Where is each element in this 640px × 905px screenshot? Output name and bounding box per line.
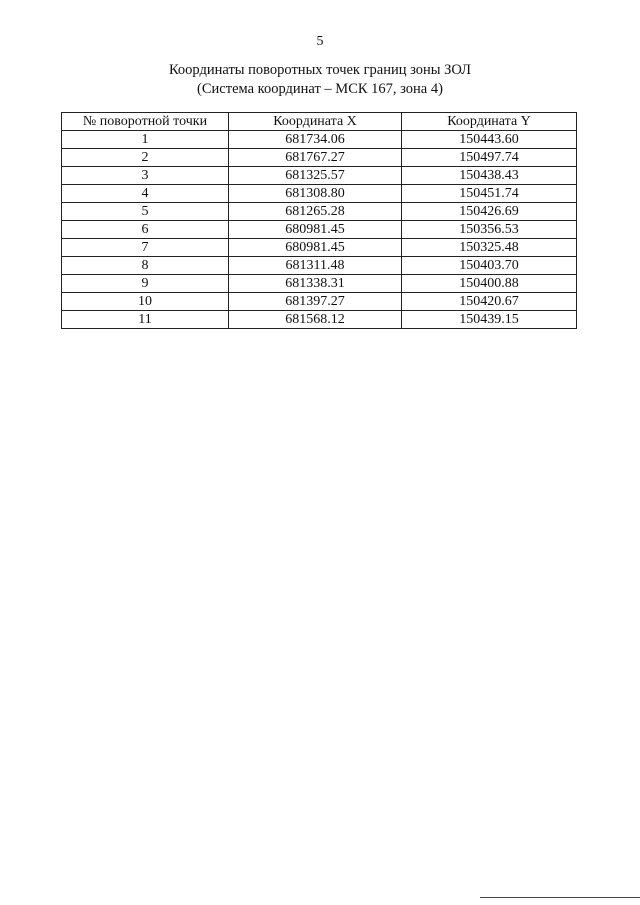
coordinate-x-cell: 681338.31 — [229, 275, 402, 293]
coordinate-x-cell: 680981.45 — [229, 239, 402, 257]
coordinate-x-cell: 681568.12 — [229, 311, 402, 329]
table-row — [62, 167, 577, 185]
table-row — [62, 131, 577, 149]
coordinate-y-cell: 150438.43 — [402, 167, 577, 185]
coordinate-y-cell: 150443.60 — [402, 131, 577, 149]
coordinate-y-cell: 150400.88 — [402, 275, 577, 293]
coordinates-table — [61, 112, 577, 329]
coordinate-x-cell: 681308.80 — [229, 185, 402, 203]
coordinate-y-cell: 150356.53 — [402, 221, 577, 239]
coordinate-x-cell: 681325.57 — [229, 167, 402, 185]
coordinate-x-cell: 681734.06 — [229, 131, 402, 149]
title-line-1: Координаты поворотных точек границ зоны ЗОЛ — [168, 62, 472, 78]
coordinate-x-cell: 680981.45 — [229, 221, 402, 239]
point-number-cell: 3 — [62, 167, 229, 185]
coordinate-y-cell: 150439.15 — [402, 311, 577, 329]
table-row — [62, 311, 577, 329]
point-number-cell: 5 — [62, 203, 229, 221]
point-number-cell: 11 — [62, 311, 229, 329]
point-number-cell: 6 — [62, 221, 229, 239]
table-row — [62, 239, 577, 257]
coordinate-y-cell: 150451.74 — [402, 185, 577, 203]
point-number-cell: 7 — [62, 239, 229, 257]
point-number-cell: 8 — [62, 257, 229, 275]
table-row — [62, 221, 577, 239]
table-row — [62, 275, 577, 293]
footer-divider-line — [480, 897, 640, 898]
point-number-cell: 4 — [62, 185, 229, 203]
header-coordinate-y: Координата Y — [402, 113, 577, 131]
table-row — [62, 257, 577, 275]
coordinate-x-cell: 681265.28 — [229, 203, 402, 221]
table-row — [62, 203, 577, 221]
table-row — [62, 185, 577, 203]
point-number-cell: 2 — [62, 149, 229, 167]
coordinate-y-cell: 150420.67 — [402, 293, 577, 311]
point-number-cell: 1 — [62, 131, 229, 149]
coordinate-x-cell: 681397.27 — [229, 293, 402, 311]
coordinate-x-cell: 681767.27 — [229, 149, 402, 167]
coordinate-y-cell: 150426.69 — [402, 203, 577, 221]
table-row — [62, 293, 577, 311]
header-coordinate-x: Координата X — [229, 113, 402, 131]
page-number: 5 — [316, 34, 324, 49]
header-point-number: № поворотной точки — [62, 113, 229, 131]
coordinate-y-cell: 150403.70 — [402, 257, 577, 275]
table-header-row — [62, 113, 577, 131]
point-number-cell: 10 — [62, 293, 229, 311]
point-number-cell: 9 — [62, 275, 229, 293]
title-line-2: (Система координат – МСК 167, зона 4) — [197, 81, 443, 97]
coordinate-y-cell: 150497.74 — [402, 149, 577, 167]
table-row — [62, 149, 577, 167]
coordinate-x-cell: 681311.48 — [229, 257, 402, 275]
document-title — [0, 61, 640, 99]
coordinate-y-cell: 150325.48 — [402, 239, 577, 257]
